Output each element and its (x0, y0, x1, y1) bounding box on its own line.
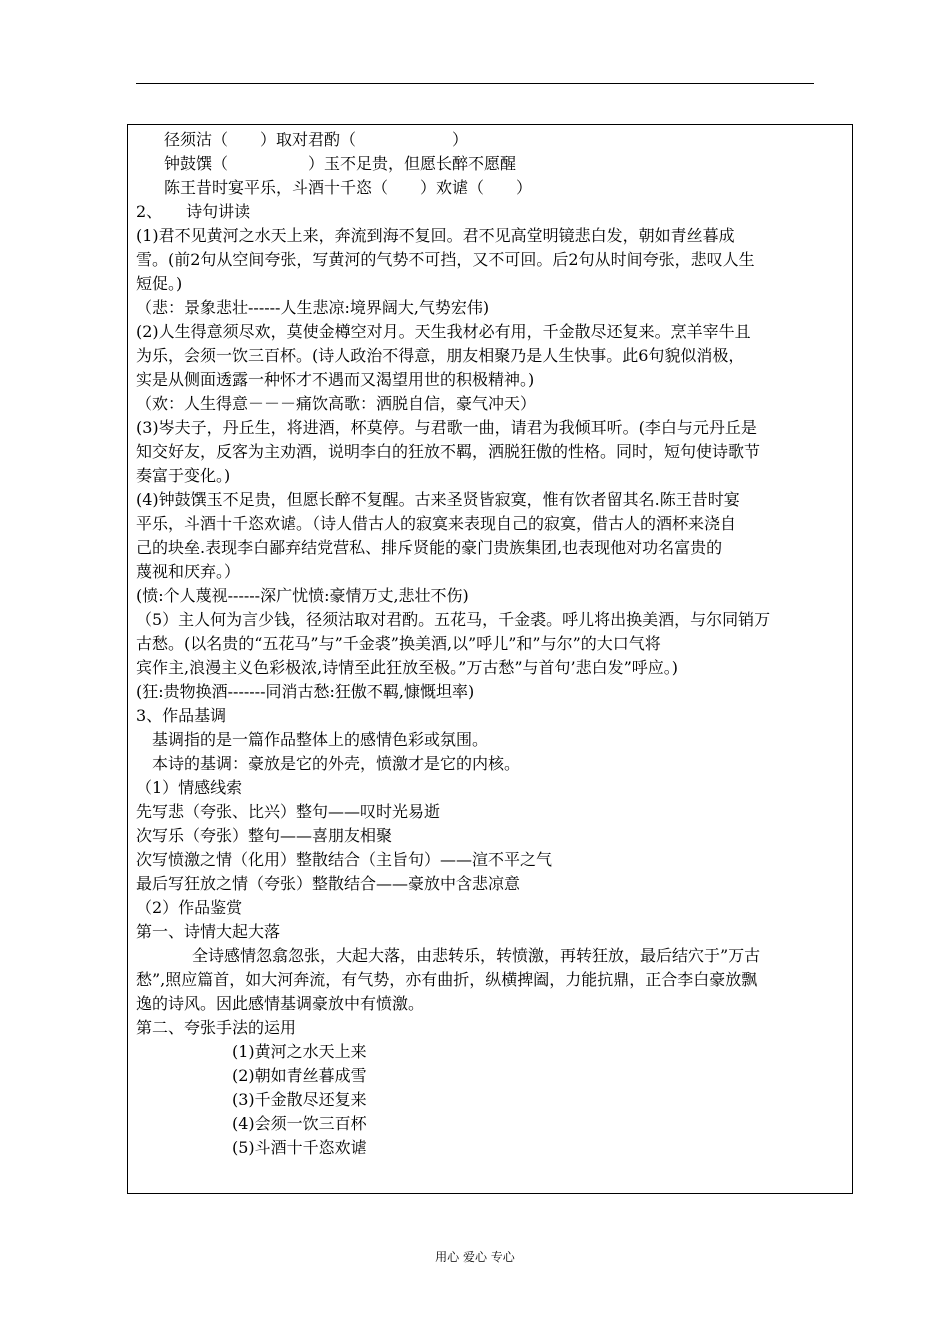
text-line: 古愁。(以名贵的“五花马”与”千金裘”换美酒,以”呼儿”和”与尔”的大口气将 (136, 634, 661, 653)
text-line: 蔑视和厌弃。） (136, 562, 241, 581)
text-line: （1）情感线索 (136, 778, 243, 797)
header-rule (136, 83, 814, 84)
text-line: 第一、诗情大起大落 (136, 922, 281, 941)
text-line: 全诗感情忽翕忽张，大起大落，由悲转乐，转愤激，再转狂放，最后结穴于”万古 (192, 946, 761, 965)
text-line: 基调指的是一篇作品整体上的感情色彩或氛围。 (152, 730, 489, 749)
text-line: (4)钟鼓馔玉不足贵，但愿长醉不复醒。古来圣贤皆寂寞，惟有饮者留其名.陈王昔时宴 (136, 490, 740, 509)
text-line: (4)会须一饮三百杯 (232, 1114, 367, 1133)
text-line: 为乐，会须一饮三百杯。(诗人政治不得意，朋友相聚乃是人生快事。此6句貌似消极， (136, 346, 745, 365)
text-line: 奏富于变化。) (136, 466, 231, 485)
text-line: (1)黄河之水天上来 (232, 1042, 367, 1061)
text-line: 本诗的基调：豪放是它的外壳，愤激才是它的内核。 (152, 754, 521, 773)
text-line: 愁”,照应篇首，如大河奔流，有气势，亦有曲折，纵横捭阖，力能抗鼎，正合李白豪放飘 (136, 970, 758, 989)
text-line: 知交好友，反客为主劝酒，说明李白的狂放不羁，洒脱狂傲的性格。同时，短句使诗歌节 (136, 442, 761, 461)
text-line: 宾作主,浪漫主义色彩极浓,诗情至此狂放至极。”万古愁”与首句’悲白发”呼应。) (136, 658, 679, 677)
text-line: 雪。(前2句从空间夸张，写黄河的气势不可挡，又不可回。后2句从时间夸张，悲叹人生 (136, 250, 755, 269)
text-line: 短促。) (136, 274, 183, 293)
text-line: （欢：人生得意－－－痛饮高歌：洒脱自信，豪气冲天） (136, 394, 537, 413)
text-line: 己的块垒.表现李白鄙弃结党营私、排斥贤能的豪门贵族集团,也表现他对功名富贵的 (136, 538, 723, 557)
text-line: 最后写狂放之情（夸张）整散结合——豪放中含悲凉意 (136, 874, 521, 893)
text-line: 先写悲（夸张、比兴）整句——叹时光易逝 (136, 802, 441, 821)
text-line: (愤:个人蔑视------深广忧愤:豪情万丈,悲壮不伤) (136, 586, 469, 605)
text-line: 钟鼓馔（ ）玉不足贵，但愿长醉不愿醒 (164, 154, 517, 173)
text-line: 次写愤激之情（化用）整散结合（主旨句）——渲不平之气 (136, 850, 553, 869)
text-line: 3、作品基调 (136, 706, 227, 725)
text-line: (狂:贵物换酒-------同消古愁:狂傲不羁,慷慨坦率) (136, 682, 475, 701)
text-line: 实是从侧面透露一种怀才不遇而又渴望用世的积极精神。) (136, 370, 535, 389)
text-line: 径须沽（ ）取对君酌（ ） (164, 130, 469, 149)
text-line: 逸的诗风。因此感情基调豪放中有愤激。 (136, 994, 425, 1013)
text-line: (5)斗酒十千恣欢谑 (232, 1138, 367, 1157)
text-line: 平乐，斗酒十千恣欢谑。（诗人借古人的寂寞来表现自己的寂寞，借古人的酒杯来浇自 (136, 514, 737, 533)
text-line: (3)千金散尽还复来 (232, 1090, 367, 1109)
text-line: (2)人生得意须尽欢，莫使金樽空对月。天生我材必有用，千金散尽还复来。烹羊宰牛且 (136, 322, 751, 341)
text-line: (2)朝如青丝暮成雪 (232, 1066, 367, 1085)
text-line: （5）主人何为言少钱，径须沽取对君酌。五花马，千金裘。呼儿将出换美酒，与尔同销万 (136, 610, 771, 629)
text-line: (3)岑夫子，丹丘生，将进酒，杯莫停。与君歌一曲，请君为我倾耳听。(李白与元丹丘是 (136, 418, 757, 437)
text-line: 2、 诗句讲读 (136, 202, 251, 221)
page-footer: 用心 爱心 专心 (435, 1250, 515, 1264)
text-line: 次写乐（夸张）整句——喜朋友相聚 (136, 826, 393, 845)
text-line: 第二、夸张手法的运用 (136, 1018, 297, 1037)
document-body (136, 128, 848, 1160)
text-line: 陈王昔时宴平乐，斗酒十千恣（ ）欢谑（ ） (164, 178, 533, 197)
text-line: (1)君不见黄河之水天上来，奔流到海不复回。君不见高堂明镜悲白发，朝如青丝暮成 (136, 226, 735, 245)
text-line: （悲：景象悲壮------人生悲凉:境界阔大,气势宏伟) (136, 298, 490, 317)
text-line: （2）作品鉴赏 (136, 898, 243, 917)
